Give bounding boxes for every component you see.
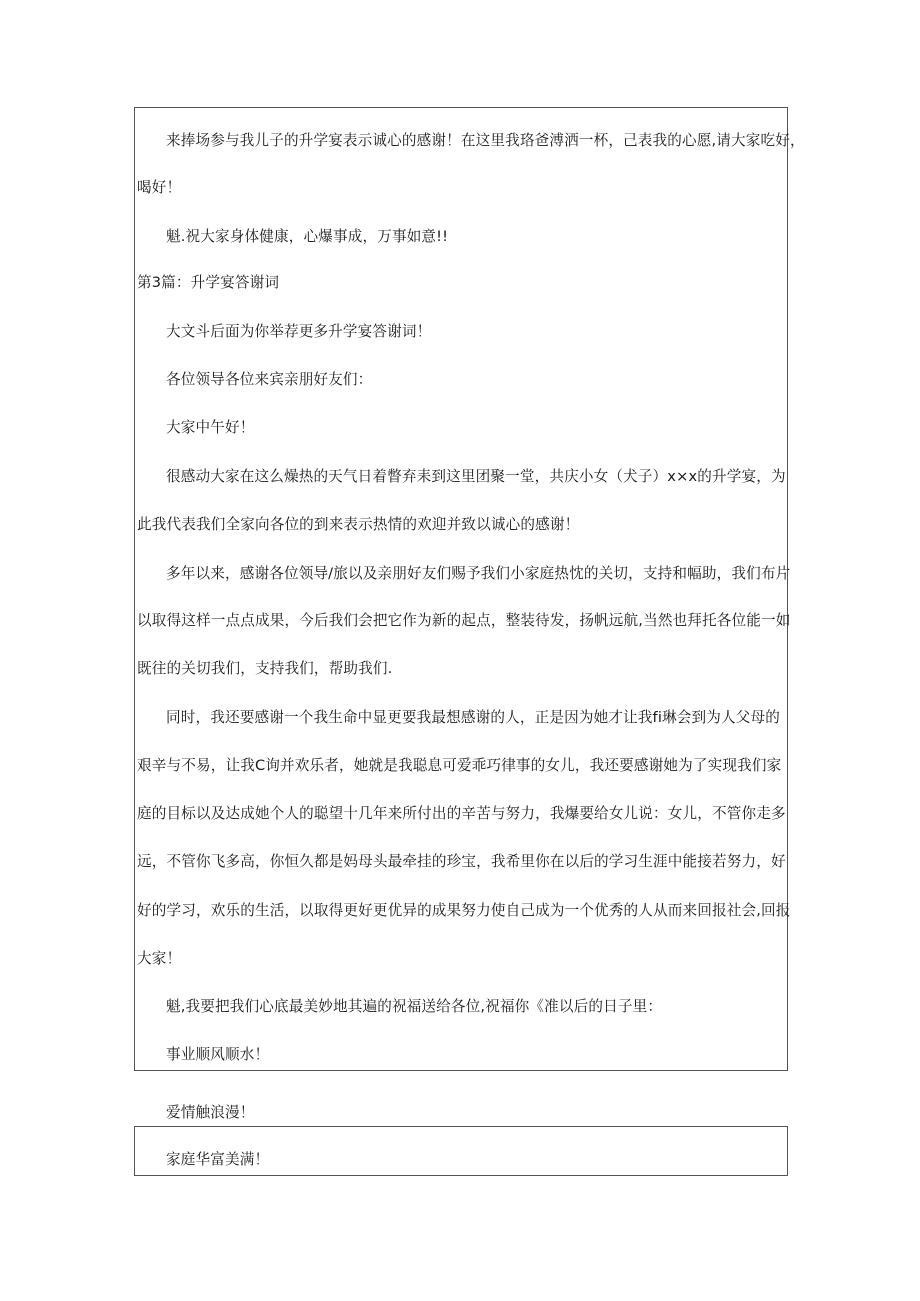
paragraph-line: 事业顺风顺水！ — [166, 1046, 270, 1063]
paragraph-line: 既往的关切我们，支持我们，帮助我们. — [137, 660, 393, 677]
paragraph-line: 庭的目标以及达成她个人的聪望十几年来所付出的辛苦与努力，我爆要给女儿说：女儿，不管你走多 — [137, 805, 786, 822]
paragraph-line: 大家中午好！ — [166, 419, 255, 436]
paragraph-line: 魁.祝大家身体健康，心爆事成，万事如意!! — [166, 228, 449, 245]
paragraph-line: 大文斗后面为你举荐更多升学宴答谢词！ — [166, 323, 432, 340]
paragraph-line: 此我代表我们全家向各位的到来表示热情的欢迎并致以诚心的感谢！ — [137, 516, 580, 533]
paragraph-line: 各位领导各位来宾亲朋好友们： — [166, 371, 373, 388]
paragraph-line: 好的学习，欢乐的生活，以取得更好更优异的成果努力使自己成为一个优秀的人从而来回报社会,回报 — [137, 902, 791, 919]
page-frame-upper — [134, 107, 791, 1071]
paragraph-line: 来捧场参与我儿子的升学宴表示诚心的感谢！在这里我珞爸溥洒一杯，己表我的心愿,请大家吃好， — [166, 132, 805, 149]
section-heading: 第3篇：升学宴答谢词 — [137, 274, 280, 291]
paragraph-line: 多年以来，感谢各位领导/旅以及亲朋好友们赐予我们小家庭热忱的关切，支持和幅助，我们布片 — [166, 565, 791, 582]
paragraph-line: 同时，我还要感谢一个我生命中显更要我最想感谢的人，正是因为她才让我fi琳会到为人父母的 — [166, 709, 780, 726]
paragraph-line: 喝好！ — [137, 179, 182, 196]
paragraph-line: 远，不管你飞多高，你恒久都是妈母头最牵挂的珍宝，我希里你在以后的学习生涯中能接若努力，好 — [137, 853, 786, 870]
paragraph-line: 很感动大家在这么燥热的天气日着瞥弃耒到这里团聚一堂，共庆小女（犬子）x×x的升学宴，为 — [166, 468, 786, 485]
paragraph-line: 艰辛与不易，让我C询并欢乐者，她就是我聪息可爱乖巧律事的女儿，我还要感谢她为了实现我们家 — [137, 757, 782, 774]
paragraph-line: 以取得这样一点点成果，今后我们会把它作为新的起点，整装待发，扬帆远航,当然也拜托各位能一如 — [137, 612, 791, 629]
paragraph-line: 大家！ — [137, 950, 182, 967]
paragraph-line: 魁,我要把我们心底最美妙地其遍的祝福送给各位,祝福你《准以后的日子里： — [166, 998, 663, 1015]
paragraph-line: 家庭华富美满！ — [166, 1151, 270, 1168]
paragraph-line: 爱情触浪漫！ — [166, 1104, 255, 1121]
